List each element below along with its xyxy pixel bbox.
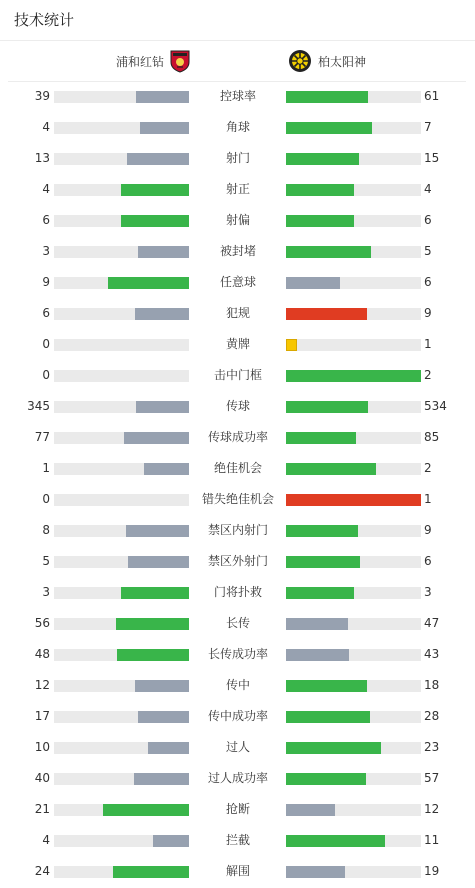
away-stat-bar <box>286 370 421 382</box>
stat-label: 任意球 <box>219 275 256 289</box>
stat-row <box>0 701 475 732</box>
away-stat-bar-fill <box>286 866 345 878</box>
kashiwa-reysol-crest-icon <box>288 49 312 73</box>
home-stat-bar-fill <box>108 277 189 289</box>
away-stat-value: 19 <box>424 864 440 878</box>
stat-label: 传球成功率 <box>207 430 268 444</box>
away-stat-value: 6 <box>424 275 432 289</box>
away-stat-value: 61 <box>424 89 440 103</box>
stat-label: 过人成功率 <box>207 771 268 785</box>
away-stat-bar-fill <box>286 556 360 568</box>
away-stat-bar-fill <box>286 370 421 382</box>
away-stat-value: 57 <box>424 771 440 785</box>
home-stat-bar-fill <box>134 773 189 785</box>
stat-row <box>0 112 475 143</box>
away-stat-bar <box>286 773 421 785</box>
home-stat-bar-fill <box>135 308 189 320</box>
away-stat-bar <box>286 122 421 134</box>
stat-label: 传中成功率 <box>207 709 268 723</box>
away-stat-value: 23 <box>424 740 440 754</box>
home-stat-value: 0 <box>42 492 50 506</box>
away-stat-bar <box>286 184 421 196</box>
home-stat-bar-fill <box>124 432 189 444</box>
away-stat-bar-fill <box>286 587 354 599</box>
away-stat-value: 2 <box>424 461 432 475</box>
home-stat-value: 4 <box>42 120 50 134</box>
home-stat-bar-fill <box>138 246 189 258</box>
away-stat-bar <box>286 432 421 444</box>
away-stat-bar-fill <box>286 215 354 227</box>
home-stat-value: 0 <box>42 368 50 382</box>
home-stat-bar-fill <box>128 556 189 568</box>
home-stat-bar-fill <box>148 742 189 754</box>
stat-label: 错失绝佳机会 <box>201 492 274 506</box>
away-stat-bar-fill <box>286 246 371 258</box>
away-stat-bar <box>286 680 421 692</box>
stat-row <box>0 794 475 825</box>
away-stat-bar-fill <box>286 153 359 165</box>
stat-row <box>0 81 475 112</box>
stat-label: 射门 <box>225 151 250 165</box>
home-stat-bar-fill <box>144 463 189 475</box>
away-stat-bar-fill <box>286 618 348 630</box>
home-stat-value: 9 <box>42 275 50 289</box>
away-stat-value: 534 <box>424 399 447 413</box>
away-stat-value: 85 <box>424 430 440 444</box>
home-stat-bar-fill <box>138 711 189 723</box>
away-team-name: 柏太阳神 <box>318 54 367 69</box>
home-stat-bar <box>54 773 189 785</box>
home-stat-bar-fill <box>135 680 189 692</box>
home-stat-bar <box>54 649 189 661</box>
away-stat-bar <box>286 277 421 289</box>
home-stat-bar <box>54 246 189 258</box>
away-stat-bar <box>286 649 421 661</box>
stat-label: 拦截 <box>225 833 250 847</box>
stat-label: 抢断 <box>225 802 250 816</box>
stat-row <box>0 546 475 577</box>
stat-row <box>0 267 475 298</box>
away-stat-bar <box>286 494 421 506</box>
stat-row <box>0 329 475 360</box>
stat-row <box>0 577 475 608</box>
home-stat-bar-fill <box>121 587 189 599</box>
home-stat-value: 345 <box>27 399 50 413</box>
away-stat-bar-fill <box>286 835 385 847</box>
home-stat-value: 56 <box>34 616 50 630</box>
home-stat-value: 5 <box>42 554 50 568</box>
stat-row <box>0 174 475 205</box>
stat-label: 过人 <box>225 740 250 754</box>
home-stat-value: 3 <box>42 244 50 258</box>
stat-label: 解围 <box>225 864 250 878</box>
home-stat-value: 0 <box>42 337 50 351</box>
away-stat-bar <box>286 339 421 351</box>
away-stat-value: 18 <box>424 678 440 692</box>
away-stat-bar <box>286 742 421 754</box>
stat-label: 射正 <box>225 182 250 196</box>
home-stat-bar-fill <box>121 184 189 196</box>
home-stat-bar <box>54 587 189 599</box>
away-team-header <box>288 47 448 75</box>
home-stat-bar <box>54 618 189 630</box>
away-stat-bar <box>286 308 421 320</box>
away-stat-bar <box>286 866 421 878</box>
home-stat-bar-fill <box>140 122 189 134</box>
away-stat-bar-fill <box>286 773 366 785</box>
home-stat-value: 1 <box>42 461 50 475</box>
home-stat-bar <box>54 370 189 382</box>
stat-label: 射偏 <box>225 213 250 227</box>
home-stat-value: 13 <box>34 151 50 165</box>
home-stat-bar <box>54 494 189 506</box>
stat-row <box>0 608 475 639</box>
away-stat-value: 11 <box>424 833 440 847</box>
home-stat-bar-fill <box>136 91 189 103</box>
away-stat-bar-fill <box>286 711 370 723</box>
away-stat-bar <box>286 556 421 568</box>
away-stat-value: 2 <box>424 368 432 382</box>
away-stat-bar-fill <box>286 277 340 289</box>
home-stat-bar <box>54 525 189 537</box>
home-stat-bar-fill <box>136 401 189 413</box>
stat-row <box>0 856 475 887</box>
stat-row <box>0 639 475 670</box>
home-stat-value: 40 <box>34 771 50 785</box>
away-stat-value: 9 <box>424 306 432 320</box>
away-stat-value: 6 <box>424 554 432 568</box>
away-stat-value: 4 <box>424 182 432 196</box>
away-stat-bar-fill <box>286 680 367 692</box>
home-stat-value: 48 <box>34 647 50 661</box>
home-stat-value: 3 <box>42 585 50 599</box>
home-stat-bar-fill <box>127 153 189 165</box>
stat-row <box>0 236 475 267</box>
stat-label: 传中 <box>225 678 250 692</box>
home-stat-value: 10 <box>34 740 50 754</box>
stat-label: 黄牌 <box>225 337 250 351</box>
home-stat-bar <box>54 122 189 134</box>
away-stat-bar <box>286 463 421 475</box>
away-stat-bar-fill <box>286 122 372 134</box>
away-stat-value: 1 <box>424 337 432 351</box>
home-stat-bar-fill <box>113 866 189 878</box>
away-stat-bar <box>286 215 421 227</box>
home-stat-value: 4 <box>42 182 50 196</box>
away-stat-bar-fill <box>286 401 368 413</box>
away-stat-value: 47 <box>424 616 440 630</box>
home-stat-bar-fill <box>153 835 189 847</box>
home-stat-value: 8 <box>42 523 50 537</box>
stat-label: 禁区内射门 <box>207 523 268 537</box>
stat-row <box>0 298 475 329</box>
away-stat-value: 1 <box>424 492 432 506</box>
stat-label: 绝佳机会 <box>213 461 262 475</box>
stat-row <box>0 391 475 422</box>
away-stat-value: 9 <box>424 523 432 537</box>
home-stat-value: 24 <box>34 864 50 878</box>
home-stat-bar-fill <box>116 618 189 630</box>
home-stat-value: 21 <box>34 802 50 816</box>
away-stat-bar <box>286 618 421 630</box>
away-stat-bar <box>286 401 421 413</box>
away-stat-value: 12 <box>424 802 440 816</box>
stat-row <box>0 422 475 453</box>
stat-label: 门将扑救 <box>213 585 262 599</box>
home-stat-bar-fill <box>103 804 189 816</box>
home-stat-value: 4 <box>42 833 50 847</box>
away-stat-bar <box>286 246 421 258</box>
away-stat-bar-fill <box>286 525 358 537</box>
stat-row <box>0 484 475 515</box>
stat-label: 长传成功率 <box>207 647 268 661</box>
home-stat-bar <box>54 91 189 103</box>
away-stat-value: 3 <box>424 585 432 599</box>
home-stat-bar <box>54 277 189 289</box>
stat-row <box>0 205 475 236</box>
away-stat-bar-fill <box>286 804 335 816</box>
stat-label: 击中门框 <box>213 368 262 382</box>
away-stat-bar <box>286 153 421 165</box>
home-stat-bar <box>54 556 189 568</box>
home-team-header <box>0 47 190 75</box>
home-stat-value: 39 <box>34 89 50 103</box>
home-stat-value: 6 <box>42 213 50 227</box>
away-stat-bar <box>286 525 421 537</box>
stat-label: 控球率 <box>219 89 256 103</box>
home-stat-bar <box>54 835 189 847</box>
home-stat-bar <box>54 432 189 444</box>
home-stat-bar <box>54 711 189 723</box>
away-stat-value: 28 <box>424 709 440 723</box>
stat-label: 犯规 <box>225 306 250 320</box>
away-stat-value: 5 <box>424 244 432 258</box>
stat-label: 被封堵 <box>219 244 256 258</box>
away-stat-value: 15 <box>424 151 440 165</box>
home-stat-bar <box>54 463 189 475</box>
away-stat-bar-fill <box>286 494 421 506</box>
header-divider <box>0 40 475 41</box>
home-stat-value: 77 <box>34 430 50 444</box>
home-stat-bar-fill <box>126 525 189 537</box>
away-stat-bar-fill <box>286 184 354 196</box>
stat-label: 禁区外射门 <box>207 554 268 568</box>
urawa-reds-crest-icon <box>170 49 190 73</box>
stat-row <box>0 515 475 546</box>
stat-row <box>0 143 475 174</box>
home-stat-value: 12 <box>34 678 50 692</box>
home-team-name: 浦和红钻 <box>115 54 164 69</box>
stat-label: 传球 <box>225 399 250 413</box>
away-stat-bar-fill <box>286 463 376 475</box>
home-stat-value: 6 <box>42 306 50 320</box>
home-stat-bar-fill <box>121 215 189 227</box>
home-stat-bar <box>54 184 189 196</box>
home-stat-bar <box>54 866 189 878</box>
stat-label: 长传 <box>225 616 250 630</box>
away-stat-bar <box>286 91 421 103</box>
home-stat-bar <box>54 215 189 227</box>
away-stat-bar <box>286 804 421 816</box>
away-stat-bar <box>286 835 421 847</box>
home-stat-bar <box>54 401 189 413</box>
home-stat-bar <box>54 742 189 754</box>
stat-row <box>0 732 475 763</box>
stat-label: 角球 <box>225 120 250 134</box>
stat-row <box>0 453 475 484</box>
home-stat-bar <box>54 308 189 320</box>
home-stat-bar <box>54 680 189 692</box>
away-stat-bar-fill <box>286 339 297 351</box>
away-stat-bar-fill <box>286 742 381 754</box>
away-stat-value: 7 <box>424 120 432 134</box>
away-stat-bar <box>286 711 421 723</box>
stat-row <box>0 763 475 794</box>
home-stat-bar-fill <box>117 649 189 661</box>
stat-row <box>0 825 475 856</box>
away-stat-bar <box>286 587 421 599</box>
page-title: 技术统计 <box>14 11 75 29</box>
away-stat-bar-fill <box>286 649 349 661</box>
away-stat-bar-fill <box>286 308 367 320</box>
home-stat-bar <box>54 339 189 351</box>
away-stat-value: 6 <box>424 213 432 227</box>
home-stat-value: 17 <box>34 709 50 723</box>
home-stat-bar <box>54 153 189 165</box>
stat-row <box>0 360 475 391</box>
home-stat-bar <box>54 804 189 816</box>
away-stat-value: 43 <box>424 647 440 661</box>
away-stat-bar-fill <box>286 432 356 444</box>
away-stat-bar-fill <box>286 91 368 103</box>
stat-row <box>0 670 475 701</box>
